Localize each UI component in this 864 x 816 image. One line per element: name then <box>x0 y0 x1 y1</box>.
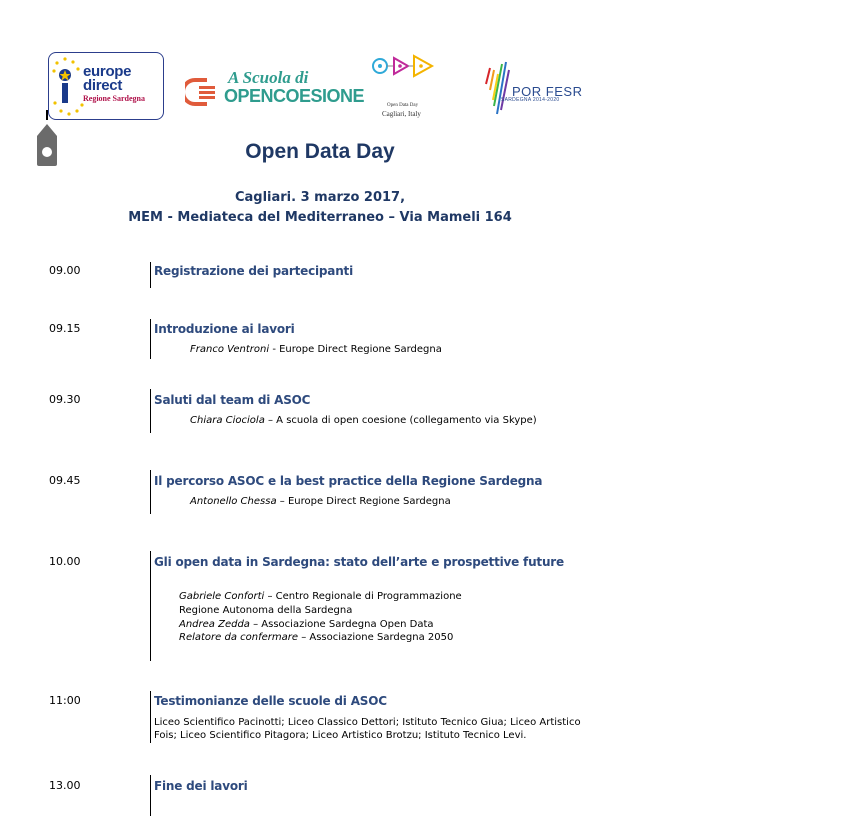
asoc-stack-icon <box>185 78 221 108</box>
agenda-title: Il percorso ASOC e la best practice della Regione Sardegna <box>154 474 543 488</box>
speaker-affiliation: – Associazione Sardegna Open Data <box>249 619 434 630</box>
odd-caption1: Open Data Day <box>387 103 419 108</box>
agenda-divider <box>150 319 151 359</box>
odd-caption2: Cagliari, Italy <box>382 110 421 118</box>
event-venue: MEM - Mediateca del Mediterraneo – Via Mameli 164 <box>128 210 512 225</box>
agenda-speaker <box>190 415 537 426</box>
speaker-name: Antonello Chessa <box>190 496 277 507</box>
europe-direct-line3: Regione Sardegna <box>83 94 145 103</box>
agenda-divider <box>150 389 151 433</box>
speaker-affiliation: – Associazione Sardegna 2050 <box>298 632 454 643</box>
agenda-speaker <box>179 591 462 602</box>
agenda-time: 13.00 <box>49 779 81 792</box>
europe-direct-logo <box>48 52 164 120</box>
page-title: Open Data Day <box>245 140 395 163</box>
speaker-affiliation: – Centro Regionale di Programmazione <box>264 591 462 602</box>
agenda-time: 09.15 <box>49 322 81 335</box>
agenda-time: 11:00 <box>49 694 81 707</box>
por-fesr-line2: SARDEGNA 2014-2020 <box>501 97 560 103</box>
schools-list-line1: Liceo Scientifico Pacinotti; Liceo Classico Dettori; Istituto Tecnico Giua; Liceo Artistico <box>154 717 581 728</box>
agenda-divider <box>150 470 151 514</box>
open-data-day-icon <box>370 52 440 80</box>
agenda-time: 09.45 <box>49 474 81 487</box>
agenda-divider <box>150 262 151 288</box>
speaker-affiliation: Regione Autonoma della Sardegna <box>179 605 353 616</box>
agenda-title: Testimonianze delle scuole di ASOC <box>154 694 387 708</box>
speaker-name: Andrea Zedda <box>179 619 250 630</box>
agenda-title: Fine dei lavori <box>154 779 248 793</box>
agenda-title: Saluti dal team di ASOC <box>154 393 311 407</box>
speaker-name: Relatore da confermare <box>179 632 299 643</box>
agenda-speaker <box>179 605 352 616</box>
agenda-title: Introduzione ai lavori <box>154 322 295 336</box>
agenda-time: 10.00 <box>49 555 81 568</box>
agenda-divider <box>150 551 151 661</box>
asoc-line1: A Scuola di <box>228 68 309 87</box>
speaker-affiliation: – Europe Direct Regione Sardegna <box>276 496 451 507</box>
asoc-line2: OPENCOESIONE <box>224 86 365 106</box>
agenda-divider <box>150 775 151 816</box>
agenda-speaker <box>179 619 434 630</box>
schools-list-line2: Fois; Liceo Scientifico Pitagora; Liceo Artistico Brotzu; Istituto Tecnico Levi. <box>154 730 527 741</box>
event-date: Cagliari. 3 marzo 2017, <box>234 190 406 205</box>
speaker-affiliation: - Europe Direct Regione Sardegna <box>269 344 442 355</box>
agenda-speaker <box>190 344 442 355</box>
por-fesr-line1: POR FESR <box>512 84 583 99</box>
agenda-speaker <box>190 496 451 507</box>
agenda-title: Registrazione dei partecipanti <box>154 264 353 278</box>
speaker-name: Chiara Ciociola <box>190 415 265 426</box>
por-fesr-stripes-icon <box>484 60 514 118</box>
agenda-divider <box>150 691 151 743</box>
agenda-time: 09.30 <box>49 393 81 406</box>
agenda-time: 09.00 <box>49 264 81 277</box>
agenda-speaker <box>179 632 453 643</box>
europe-direct-line1: europe <box>83 63 132 80</box>
speaker-affiliation: – A scuola di open coesione (collegamento via Skype) <box>264 415 537 426</box>
speaker-name: Franco Ventroni <box>190 344 270 355</box>
speaker-name: Gabriele Conforti <box>179 591 265 602</box>
agenda-title: Gli open data in Sardegna: stato dell’arte e prospettive future <box>154 555 564 569</box>
europe-direct-line2: direct <box>83 77 123 94</box>
